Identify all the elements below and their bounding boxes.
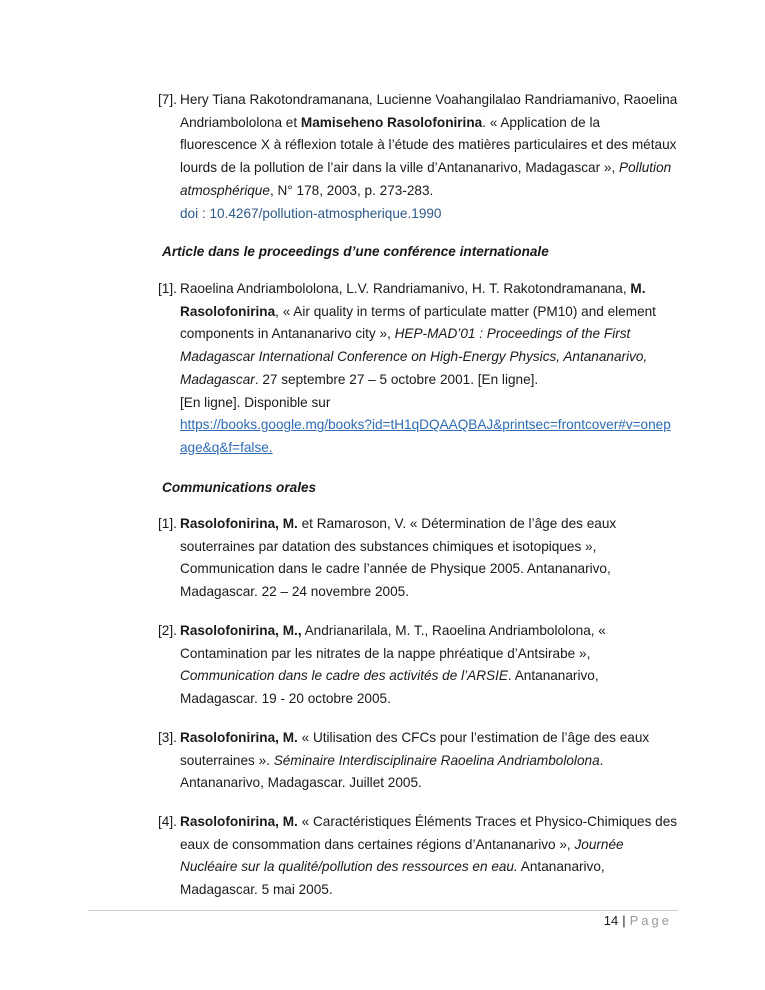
reference-body <box>180 278 678 460</box>
reference-details: Antananarivo, Madagascar. 5 mai 2005. <box>180 859 605 898</box>
reference-author-highlight: Rasolofonirina, M., <box>180 623 302 638</box>
reference-availability: [En ligne]. Disponible sur <box>180 394 331 410</box>
reference-title: . « Application de la fluorescence X à réflexion totale à l’étude des matières particulaires et des métaux lourds de la pollution de l’air dans la ville d’Antananarivo, Madagascar », <box>180 114 677 176</box>
reference-title: , « Air quality in terms of particulate matter (PM10) and element components in Antananarivo city », <box>180 303 656 342</box>
reference-number: [1]. <box>158 281 177 296</box>
reference-venue: Séminaire Interdisciplinaire Raoelina Andriambololona <box>273 752 600 768</box>
reference-doi[interactable]: doi : 10.4267/pollution-atmospherique.1990 <box>180 205 442 221</box>
reference-item <box>158 89 678 225</box>
reference-details: , N° 178, 2003, p. 273-283. <box>269 182 434 198</box>
reference-author-highlight: M. Rasolofonirina <box>180 281 646 319</box>
reference-body <box>180 727 678 795</box>
reference-authors: Hery Tiana Rakotondramanana, Lucienne Voahangilalao Randriamanivo, Raoelina Andriambololona et <box>180 92 678 130</box>
reference-venue: Journée Nucléaire sur la qualité/pollution des ressources en eau. <box>180 836 624 875</box>
reference-number: [2]. <box>158 623 177 638</box>
reference-number: [3]. <box>158 730 177 745</box>
reference-number: [1]. <box>158 516 177 531</box>
reference-venue: HEP-MAD’01 : Proceedings of the First Madagascar International Conference on High-Energy Physics, Antananarivo, Madagascar <box>180 326 648 387</box>
reference-text: Andrianarilala, M. T., Raoelina Andriambololona, « Contamination par les nitrates de la nappe phréatique d’Antsirabe », <box>180 623 606 661</box>
reference-author-highlight: Rasolofonirina, M. <box>180 516 298 531</box>
reference-author-highlight: Rasolofonirina, M. <box>180 730 298 745</box>
reference-text: « Caractéristiques Éléments Traces et Physico-Chimiques des eaux de consommation dans certaines régions d’Antananarivo », <box>180 814 678 852</box>
reference-body <box>180 89 678 225</box>
reference-url-link[interactable]: https://books.google.mg/books?id=tH1qDQAAQBAJ&printsec=frontcover#v=onepage&q&f=false. <box>180 417 671 455</box>
reference-journal: Pollution atmosphérique <box>180 160 672 198</box>
oral-item <box>158 513 678 604</box>
page-footer <box>604 912 672 930</box>
reference-author-highlight: Mamiseheno Rasolofonirina <box>300 114 483 130</box>
reference-number: [4]. <box>158 814 177 829</box>
section-heading-oral: Communications orales <box>162 480 317 495</box>
oral-item <box>158 811 678 902</box>
reference-text: « Utilisation des CFCs pour l’estimation de l’âge des eaux souterraines ». <box>180 730 650 768</box>
footer-separator: | <box>622 913 626 928</box>
reference-text: et Ramaroson, V. « Détermination de l’âge des eaux souterraines par datation des substances chimiques et isotopiques », Communication dans le cadre l’année de Physique 2005. Antananarivo, Madagascar. 22 – 24 novembre 2005. <box>180 516 617 600</box>
reference-author-highlight: Rasolofonirina, M. <box>180 814 298 829</box>
reference-body <box>180 513 678 604</box>
reference-body <box>180 811 678 902</box>
reference-authors: Raoelina Andriambololona, L.V. Randriamanivo, H. T. Rakotondramanana, <box>180 281 631 296</box>
oral-item <box>158 620 678 711</box>
section-heading-proceedings: Article dans le proceedings d’une conférence internationale <box>162 244 549 259</box>
page-number: 14 <box>603 913 619 928</box>
oral-item <box>158 727 678 795</box>
reference-details: . 27 septembre 27 – 5 octobre 2001. [En ligne]. <box>254 371 539 387</box>
footer-divider <box>88 910 678 911</box>
reference-venue: Communication dans le cadre des activités de l’ARSIE <box>180 668 508 684</box>
reference-details: . Antananarivo, Madagascar. 19 - 20 octobre 2005. <box>180 668 599 707</box>
proceedings-item <box>158 278 678 460</box>
page-label: Page <box>629 913 672 928</box>
reference-details: . Antananarivo, Madagascar. Juillet 2005. <box>180 752 604 791</box>
reference-body <box>180 620 678 711</box>
reference-number: [7]. <box>158 92 177 107</box>
